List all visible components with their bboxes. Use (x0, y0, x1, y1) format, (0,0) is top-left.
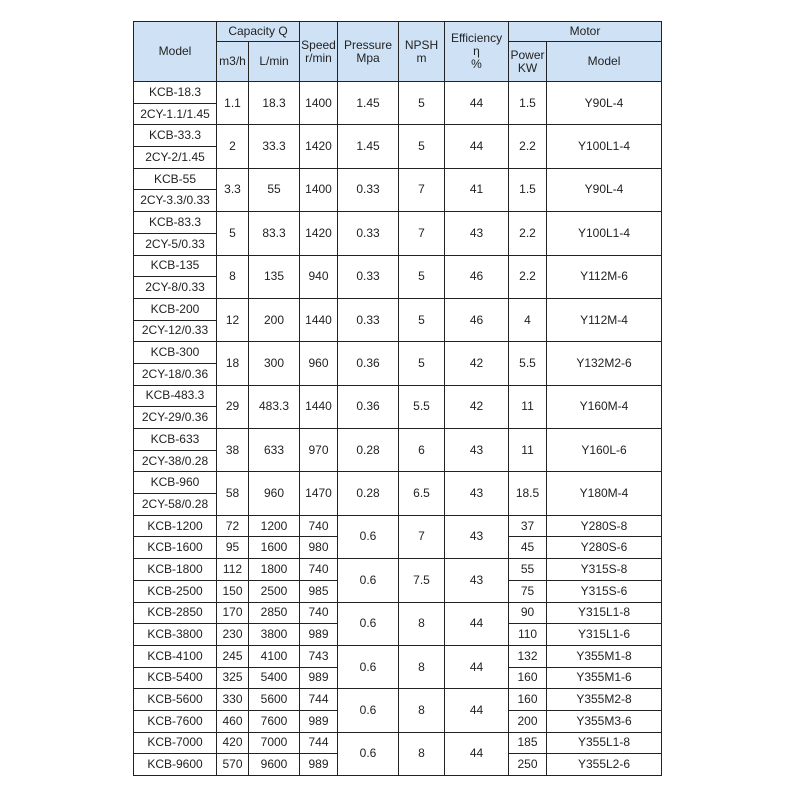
table-body (134, 82, 662, 776)
model-cell: KCB-2500 (134, 580, 217, 602)
header-speed-unit: r/min (305, 50, 332, 65)
motor-model-cell: Y90L-4 (547, 168, 662, 211)
pressure-cell: 1.45 (338, 125, 399, 168)
speed-cell: 1470 (300, 472, 338, 515)
model-cell: KCB-7600 (134, 710, 217, 732)
pressure-cell: 0.33 (338, 298, 399, 341)
model-cell: KCB-5400 (134, 667, 217, 689)
table-row (134, 429, 662, 451)
model-cell: KCB-55 (134, 168, 217, 190)
speed-cell: 740 (300, 602, 338, 624)
capacity-lmin-cell: 633 (249, 429, 300, 472)
speed-cell: 1440 (300, 385, 338, 428)
power-cell: 2.2 (509, 125, 547, 168)
pressure-cell: 0.6 (338, 689, 399, 732)
capacity-m3h-cell: 2 (217, 125, 249, 168)
capacity-lmin-cell: 483.3 (249, 385, 300, 428)
capacity-lmin-cell: 200 (249, 298, 300, 341)
table-row (134, 385, 662, 407)
npsh-cell: 5 (399, 298, 445, 341)
header-power-label: Power (510, 47, 545, 62)
capacity-lmin-cell: 7000 (249, 732, 300, 754)
power-cell: 250 (509, 754, 547, 776)
capacity-lmin-cell: 5600 (249, 689, 300, 711)
power-cell: 90 (509, 602, 547, 624)
speed-cell: 1400 (300, 82, 338, 125)
motor-model-cell: Y355L2-6 (547, 754, 662, 776)
capacity-m3h-cell: 330 (217, 689, 249, 711)
header-power (509, 42, 547, 82)
model-cell: KCB-9600 (134, 754, 217, 776)
model-cell: KCB-83.3 (134, 212, 217, 234)
table-row (134, 168, 662, 190)
model-cell: 2CY-58/0.28 (134, 494, 217, 516)
header-efficiency-symbol: η (473, 44, 480, 58)
model-cell: 2CY-8/0.33 (134, 277, 217, 299)
capacity-m3h-cell: 5 (217, 212, 249, 255)
capacity-m3h-cell: 150 (217, 580, 249, 602)
table-row (134, 689, 662, 711)
npsh-cell: 5.5 (399, 385, 445, 428)
efficiency-cell: 42 (445, 342, 509, 385)
efficiency-cell: 44 (445, 732, 509, 775)
motor-model-cell: Y315L1-6 (547, 624, 662, 646)
speed-cell: 960 (300, 342, 338, 385)
header-pressure (338, 22, 399, 82)
power-cell: 75 (509, 580, 547, 602)
speed-cell: 1420 (300, 212, 338, 255)
power-cell: 37 (509, 515, 547, 537)
capacity-lmin-cell: 960 (249, 472, 300, 515)
capacity-m3h-cell: 325 (217, 667, 249, 689)
table-row (134, 255, 662, 277)
model-cell: 2CY-2/1.45 (134, 147, 217, 169)
speed-cell: 970 (300, 429, 338, 472)
capacity-m3h-cell: 460 (217, 710, 249, 732)
power-cell: 185 (509, 732, 547, 754)
efficiency-cell: 44 (445, 645, 509, 688)
efficiency-cell: 42 (445, 385, 509, 428)
speed-cell: 744 (300, 689, 338, 711)
motor-model-cell: Y132M2-6 (547, 342, 662, 385)
efficiency-cell: 41 (445, 168, 509, 211)
efficiency-cell: 43 (445, 515, 509, 558)
speed-cell: 989 (300, 624, 338, 646)
power-cell: 1.5 (509, 82, 547, 125)
power-cell: 160 (509, 667, 547, 689)
pressure-cell: 0.6 (338, 602, 399, 645)
capacity-lmin-cell: 83.3 (249, 212, 300, 255)
header-motor-model: Model (547, 42, 662, 82)
model-cell: KCB-1200 (134, 515, 217, 537)
motor-model-cell: Y355M1-6 (547, 667, 662, 689)
efficiency-cell: 43 (445, 559, 509, 602)
capacity-lmin-cell: 1800 (249, 559, 300, 581)
pressure-cell: 0.28 (338, 472, 399, 515)
header-speed (300, 22, 338, 82)
header-pressure-label: Pressure (344, 37, 393, 52)
capacity-m3h-cell: 8 (217, 255, 249, 298)
motor-model-cell: Y355L1-8 (547, 732, 662, 754)
capacity-m3h-cell: 1.1 (217, 82, 249, 125)
model-cell: KCB-300 (134, 342, 217, 364)
pressure-cell: 0.6 (338, 732, 399, 775)
motor-model-cell: Y355M1-8 (547, 645, 662, 667)
npsh-cell: 5 (399, 342, 445, 385)
npsh-cell: 7 (399, 168, 445, 211)
pressure-cell: 0.6 (338, 645, 399, 688)
table-row (134, 125, 662, 147)
efficiency-cell: 46 (445, 255, 509, 298)
table-row (134, 559, 662, 581)
capacity-m3h-cell: 29 (217, 385, 249, 428)
header-motor: Motor (509, 22, 662, 42)
capacity-lmin-cell: 2500 (249, 580, 300, 602)
npsh-cell: 5 (399, 125, 445, 168)
npsh-cell: 8 (399, 645, 445, 688)
speed-cell: 940 (300, 255, 338, 298)
capacity-m3h-cell: 245 (217, 645, 249, 667)
power-cell: 55 (509, 559, 547, 581)
model-cell: KCB-5600 (134, 689, 217, 711)
power-cell: 5.5 (509, 342, 547, 385)
efficiency-cell: 44 (445, 125, 509, 168)
power-cell: 11 (509, 429, 547, 472)
model-cell: KCB-633 (134, 429, 217, 451)
model-cell: 2CY-18/0.36 (134, 363, 217, 385)
capacity-m3h-cell: 58 (217, 472, 249, 515)
capacity-lmin-cell: 9600 (249, 754, 300, 776)
npsh-cell: 7 (399, 212, 445, 255)
npsh-cell: 8 (399, 732, 445, 775)
header-capacity-m3h: m3/h (217, 42, 249, 82)
motor-model-cell: Y90L-4 (547, 82, 662, 125)
power-cell: 11 (509, 385, 547, 428)
header-power-unit: KW (517, 60, 538, 75)
header-model: Model (134, 22, 217, 82)
table-row (134, 602, 662, 624)
model-cell: 2CY-29/0.36 (134, 407, 217, 429)
capacity-m3h-cell: 230 (217, 624, 249, 646)
power-cell: 2.2 (509, 212, 547, 255)
capacity-lmin-cell: 18.3 (249, 82, 300, 125)
model-cell: KCB-3800 (134, 624, 217, 646)
model-cell: KCB-1800 (134, 559, 217, 581)
pump-spec-table (133, 21, 662, 776)
table-row (134, 472, 662, 494)
capacity-lmin-cell: 4100 (249, 645, 300, 667)
pressure-cell: 0.33 (338, 168, 399, 211)
header-efficiency-label: Efficiency (450, 31, 503, 45)
header-npsh-unit: m (416, 50, 427, 65)
npsh-cell: 8 (399, 689, 445, 732)
capacity-m3h-cell: 170 (217, 602, 249, 624)
motor-model-cell: Y280S-8 (547, 515, 662, 537)
table-row (134, 645, 662, 667)
pressure-cell: 1.45 (338, 82, 399, 125)
motor-model-cell: Y315S-6 (547, 580, 662, 602)
pressure-cell: 0.6 (338, 515, 399, 558)
model-cell: KCB-1600 (134, 537, 217, 559)
model-cell: 2CY-3.3/0.33 (134, 190, 217, 212)
speed-cell: 743 (300, 645, 338, 667)
capacity-lmin-cell: 33.3 (249, 125, 300, 168)
power-cell: 160 (509, 689, 547, 711)
capacity-lmin-cell: 55 (249, 168, 300, 211)
table-row (134, 515, 662, 537)
power-cell: 4 (509, 298, 547, 341)
capacity-m3h-cell: 18 (217, 342, 249, 385)
model-cell: KCB-2850 (134, 602, 217, 624)
model-cell: KCB-33.3 (134, 125, 217, 147)
model-cell: 2CY-38/0.28 (134, 450, 217, 472)
model-cell: KCB-7000 (134, 732, 217, 754)
capacity-lmin-cell: 300 (249, 342, 300, 385)
header-efficiency (445, 22, 509, 82)
capacity-lmin-cell: 2850 (249, 602, 300, 624)
efficiency-cell: 44 (445, 689, 509, 732)
capacity-m3h-cell: 3.3 (217, 168, 249, 211)
motor-model-cell: Y315S-8 (547, 559, 662, 581)
capacity-lmin-cell: 1200 (249, 515, 300, 537)
header-efficiency-unit: % (471, 57, 482, 71)
capacity-m3h-cell: 72 (217, 515, 249, 537)
power-cell: 18.5 (509, 472, 547, 515)
speed-cell: 989 (300, 667, 338, 689)
model-cell: KCB-200 (134, 298, 217, 320)
efficiency-cell: 43 (445, 212, 509, 255)
header-npsh-label: NPSH (404, 37, 439, 52)
pressure-cell: 0.28 (338, 429, 399, 472)
speed-cell: 985 (300, 580, 338, 602)
efficiency-cell: 43 (445, 429, 509, 472)
speed-cell: 980 (300, 537, 338, 559)
motor-model-cell: Y180M-4 (547, 472, 662, 515)
motor-model-cell: Y315L1-8 (547, 602, 662, 624)
power-cell: 200 (509, 710, 547, 732)
capacity-lmin-cell: 5400 (249, 667, 300, 689)
model-cell: KCB-483.3 (134, 385, 217, 407)
speed-cell: 1420 (300, 125, 338, 168)
efficiency-cell: 44 (445, 82, 509, 125)
table-row (134, 212, 662, 234)
pressure-cell: 0.33 (338, 255, 399, 298)
efficiency-cell: 46 (445, 298, 509, 341)
power-cell: 2.2 (509, 255, 547, 298)
npsh-cell: 6.5 (399, 472, 445, 515)
speed-cell: 1440 (300, 298, 338, 341)
capacity-m3h-cell: 112 (217, 559, 249, 581)
motor-model-cell: Y100L1-4 (547, 212, 662, 255)
speed-cell: 989 (300, 710, 338, 732)
pressure-cell: 0.36 (338, 342, 399, 385)
capacity-m3h-cell: 95 (217, 537, 249, 559)
header-pressure-unit: Mpa (356, 50, 380, 65)
model-cell: 2CY-1.1/1.45 (134, 103, 217, 125)
npsh-cell: 5 (399, 255, 445, 298)
npsh-cell: 7.5 (399, 559, 445, 602)
capacity-m3h-cell: 38 (217, 429, 249, 472)
power-cell: 45 (509, 537, 547, 559)
capacity-m3h-cell: 12 (217, 298, 249, 341)
speed-cell: 989 (300, 754, 338, 776)
header-speed-label: Speed (301, 37, 336, 52)
power-cell: 1.5 (509, 168, 547, 211)
npsh-cell: 7 (399, 515, 445, 558)
model-cell: KCB-18.3 (134, 82, 217, 104)
power-cell: 132 (509, 645, 547, 667)
model-cell: 2CY-5/0.33 (134, 233, 217, 255)
table-row (134, 82, 662, 104)
table-row (134, 732, 662, 754)
power-cell: 110 (509, 624, 547, 646)
motor-model-cell: Y160L-6 (547, 429, 662, 472)
motor-model-cell: Y160M-4 (547, 385, 662, 428)
efficiency-cell: 43 (445, 472, 509, 515)
npsh-cell: 8 (399, 602, 445, 645)
table-row (134, 342, 662, 364)
table-header (134, 22, 662, 82)
model-cell: KCB-4100 (134, 645, 217, 667)
speed-cell: 1400 (300, 168, 338, 211)
efficiency-cell: 44 (445, 602, 509, 645)
capacity-m3h-cell: 570 (217, 754, 249, 776)
table-row (134, 298, 662, 320)
npsh-cell: 5 (399, 82, 445, 125)
model-cell: 2CY-12/0.33 (134, 320, 217, 342)
header-npsh (399, 22, 445, 82)
npsh-cell: 6 (399, 429, 445, 472)
capacity-lmin-cell: 7600 (249, 710, 300, 732)
speed-cell: 740 (300, 515, 338, 537)
header-capacity: Capacity Q (217, 22, 300, 42)
pressure-cell: 0.6 (338, 559, 399, 602)
model-cell: KCB-135 (134, 255, 217, 277)
model-cell: KCB-960 (134, 472, 217, 494)
motor-model-cell: Y355M3-6 (547, 710, 662, 732)
capacity-m3h-cell: 420 (217, 732, 249, 754)
motor-model-cell: Y100L1-4 (547, 125, 662, 168)
pressure-cell: 0.36 (338, 385, 399, 428)
speed-cell: 744 (300, 732, 338, 754)
capacity-lmin-cell: 1600 (249, 537, 300, 559)
motor-model-cell: Y355M2-8 (547, 689, 662, 711)
motor-model-cell: Y112M-6 (547, 255, 662, 298)
capacity-lmin-cell: 3800 (249, 624, 300, 646)
pressure-cell: 0.33 (338, 212, 399, 255)
capacity-lmin-cell: 135 (249, 255, 300, 298)
header-capacity-lmin: L/min (249, 42, 300, 82)
speed-cell: 740 (300, 559, 338, 581)
motor-model-cell: Y280S-6 (547, 537, 662, 559)
motor-model-cell: Y112M-4 (547, 298, 662, 341)
